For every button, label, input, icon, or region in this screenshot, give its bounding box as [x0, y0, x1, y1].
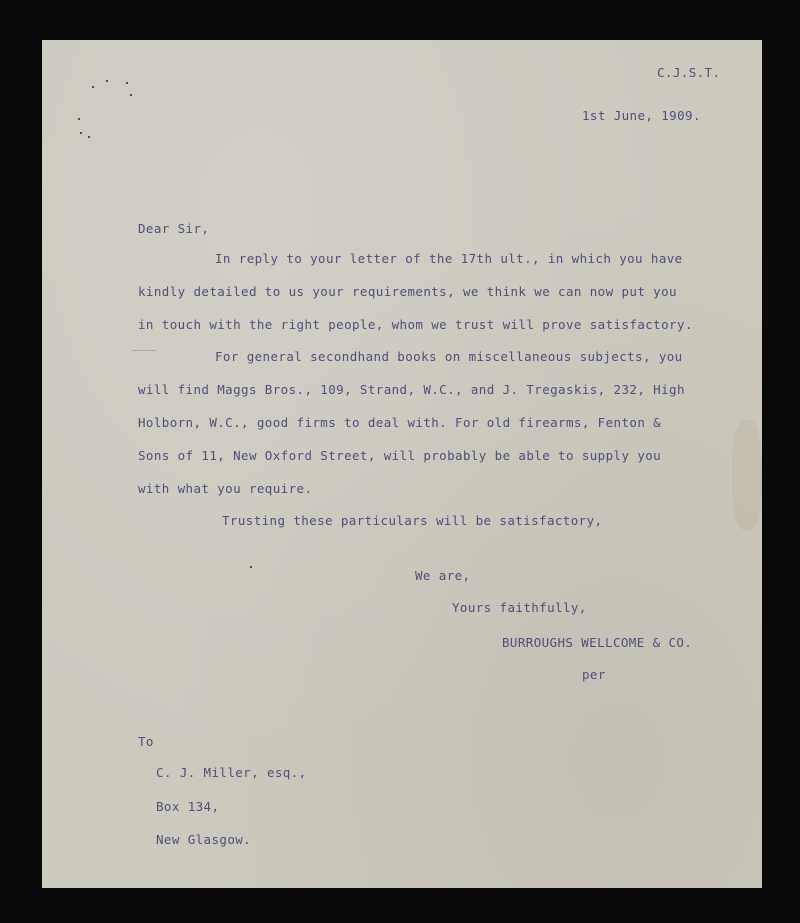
reference-code: C.J.S.T. — [657, 65, 721, 80]
body-line-6: Holborn, W.C., good firms to deal with. For old firearms, Fenton & — [138, 415, 662, 430]
punch-dot — [250, 566, 252, 568]
punch-dot — [92, 86, 94, 88]
punch-dot — [88, 136, 90, 138]
paper-stain — [732, 420, 762, 530]
body-line-2: kindly detailed to us your requirements, we think we can now put you — [138, 284, 677, 299]
address-to: To — [138, 734, 154, 749]
punch-dot — [126, 82, 128, 84]
closing-company: BURROUGHS WELLCOME & CO. — [502, 635, 693, 650]
letter-date: 1st June, 1909. — [582, 108, 701, 123]
punch-dot — [130, 94, 132, 96]
punch-dot — [106, 80, 108, 82]
body-line-4: For general secondhand books on miscellaneous subjects, you — [215, 349, 683, 364]
letter-page — [42, 40, 762, 888]
body-line-7: Sons of 11, New Oxford Street, will probably be able to supply you — [138, 448, 662, 463]
closing-we-are: We are, — [415, 568, 471, 583]
address-town: New Glasgow. — [156, 832, 252, 847]
body-line-3: in touch with the right people, whom we trust will prove satisfactory. — [138, 317, 693, 332]
punch-dot — [80, 132, 82, 134]
address-box: Box 134, — [156, 799, 220, 814]
body-line-1: In reply to your letter of the 17th ult., in which you have — [215, 251, 683, 266]
punch-dot — [78, 118, 80, 120]
closing-yours: Yours faithfully, — [452, 600, 587, 615]
address-name: C. J. Miller, esq., — [156, 765, 307, 780]
body-line-9: Trusting these particulars will be satisfactory, — [222, 513, 603, 528]
body-line-5: will find Maggs Bros., 109, Strand, W.C., and J. Tregaskis, 232, High — [138, 382, 685, 397]
salutation: Dear Sir, — [138, 221, 210, 236]
closing-per: per — [582, 667, 606, 682]
body-line-8: with what you require. — [138, 481, 313, 496]
margin-mark — [132, 350, 156, 351]
